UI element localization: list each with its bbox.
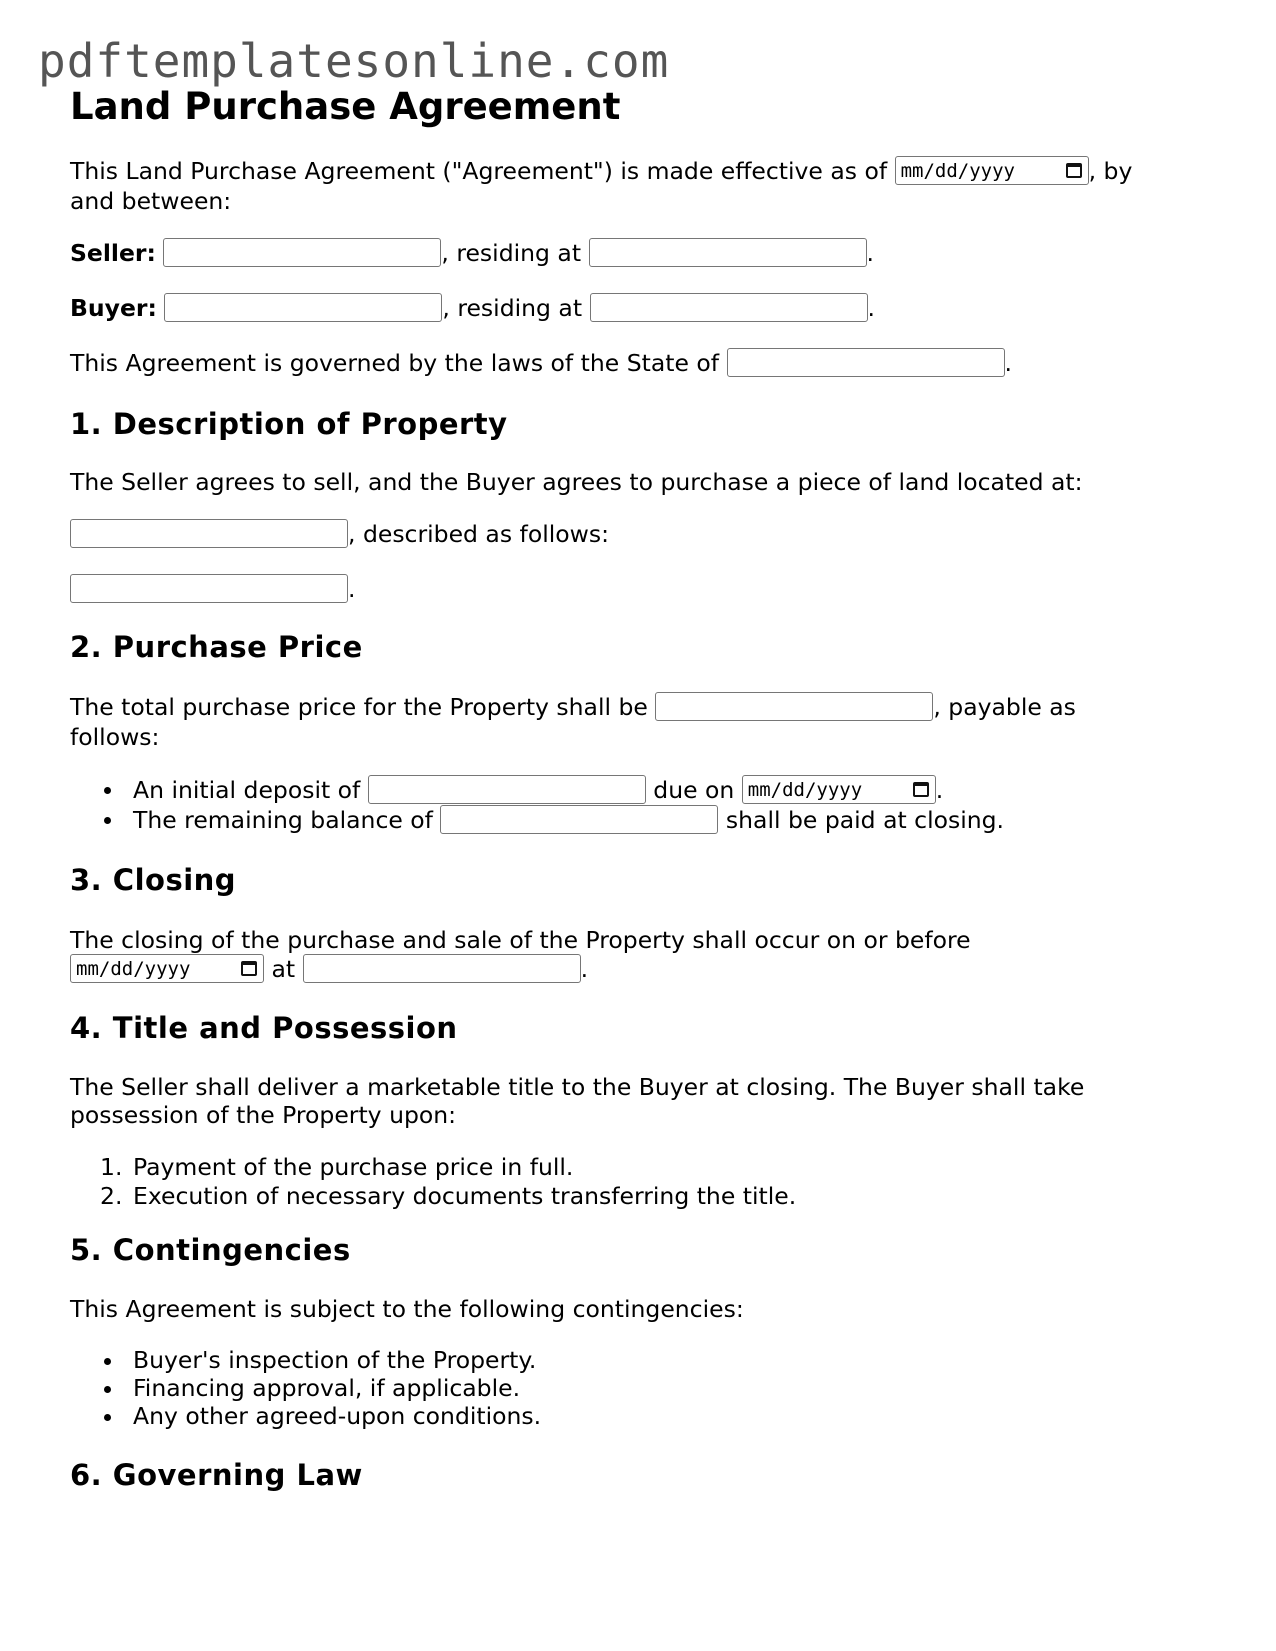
- calendar-icon[interactable]: [1066, 163, 1082, 178]
- list-item: [70, 775, 1004, 805]
- intro-line: [70, 156, 1132, 187]
- possession-list: [70, 1152, 796, 1211]
- governed-end: .: [1004, 349, 1013, 377]
- balance-after-text: shall be paid at closing.: [725, 806, 1005, 834]
- list-item: Financing approval, if applicable.: [70, 1374, 541, 1402]
- list-item: [70, 1181, 796, 1211]
- effective-date-input[interactable]: [895, 156, 1089, 185]
- intro-line2: and between:: [70, 187, 232, 215]
- closing-date-input[interactable]: [70, 954, 264, 983]
- closing-text: The closing of the purchase and sale of the Property shall occur on or before: [70, 926, 971, 954]
- section-4-heading: 4. Title and Possession: [70, 1011, 458, 1045]
- intro-by: , by: [1088, 157, 1133, 185]
- list-number: 2.: [100, 1182, 123, 1210]
- due-on-text: due on: [653, 776, 735, 804]
- property-description-line: [70, 574, 355, 605]
- buyer-address-input[interactable]: [590, 293, 868, 322]
- initial-deposit-input[interactable]: [368, 775, 646, 804]
- buyer-line: [70, 293, 875, 324]
- section-2-heading: 2. Purchase Price: [70, 630, 363, 664]
- closing-line2: [70, 954, 588, 985]
- purchase-price-input[interactable]: [655, 692, 933, 721]
- buyer-end: .: [867, 294, 876, 322]
- seller-line: [70, 238, 874, 269]
- effective-date-placeholder: mm/dd/yyyy: [900, 159, 1015, 182]
- list-number: 1.: [100, 1153, 123, 1181]
- payable-text: , payable as: [933, 693, 1076, 721]
- buyer-residing-text: , residing at: [442, 294, 583, 322]
- seller-name-input[interactable]: [163, 238, 441, 267]
- closing-at-text: at: [271, 955, 296, 983]
- list-item-text: Payment of the purchase price in full.: [133, 1153, 574, 1181]
- seller-residing-text: , residing at: [441, 239, 582, 267]
- contingencies-list: [70, 1346, 541, 1430]
- buyer-label: Buyer:: [70, 294, 157, 322]
- property-description-input[interactable]: [70, 574, 348, 603]
- seller-address-input[interactable]: [589, 238, 867, 267]
- seller-end: .: [866, 239, 875, 267]
- governing-state-input[interactable]: [727, 348, 1005, 377]
- follows-text: follows:: [70, 723, 160, 751]
- payment-list: [70, 775, 1004, 835]
- section-6-heading: 6. Governing Law: [70, 1458, 363, 1492]
- list-item: [70, 805, 1004, 835]
- price-text: The total purchase price for the Property shall be: [70, 693, 648, 721]
- property-location-input[interactable]: [70, 519, 348, 548]
- closing-location-input[interactable]: [303, 954, 581, 983]
- list-item: Buyer's inspection of the Property.: [70, 1346, 541, 1374]
- calendar-icon[interactable]: [913, 782, 929, 797]
- calendar-icon[interactable]: [241, 961, 257, 976]
- watermark: pdftemplatesonline.com: [38, 34, 670, 88]
- closing-end: .: [580, 955, 589, 983]
- governed-text: This Agreement is governed by the laws of the State of: [70, 349, 720, 377]
- intro-text: This Land Purchase Agreement ("Agreement") is made effective as of: [70, 157, 888, 185]
- list-item: [70, 1152, 796, 1182]
- closing-date-placeholder: mm/dd/yyyy: [76, 957, 191, 980]
- price-line: [70, 692, 1076, 723]
- remaining-balance-input[interactable]: [440, 805, 718, 834]
- list-item: Any other agreed-upon conditions.: [70, 1402, 541, 1430]
- buyer-name-input[interactable]: [164, 293, 442, 322]
- section-1-heading: 1. Description of Property: [70, 407, 508, 441]
- deposit-due-date-input[interactable]: [742, 775, 936, 804]
- seller-label: Seller:: [70, 239, 156, 267]
- section-5-heading: 5. Contingencies: [70, 1233, 351, 1267]
- section-1-text: The Seller agrees to sell, and the Buyer agrees to purchase a piece of land located at:: [70, 468, 1083, 496]
- deposit-text: An initial deposit of: [133, 776, 361, 804]
- deposit-date-placeholder: mm/dd/yyyy: [747, 778, 863, 801]
- list-item-text: Execution of necessary documents transferring the title.: [133, 1182, 797, 1210]
- property-location-line: [70, 519, 609, 550]
- balance-text: The remaining balance of: [133, 806, 433, 834]
- description-end: .: [348, 575, 356, 603]
- page-title: Land Purchase Agreement: [70, 85, 621, 128]
- deposit-end: .: [935, 776, 944, 804]
- section-3-heading: 3. Closing: [70, 863, 237, 897]
- described-text: , described as follows:: [348, 520, 610, 548]
- title-text-line1: The Seller shall deliver a marketable title to the Buyer at closing. The Buyer shall take: [70, 1073, 1085, 1101]
- governed-line: [70, 348, 1012, 379]
- contingencies-text: This Agreement is subject to the following contingencies:: [70, 1295, 744, 1323]
- title-text-line2: possession of the Property upon:: [70, 1101, 457, 1129]
